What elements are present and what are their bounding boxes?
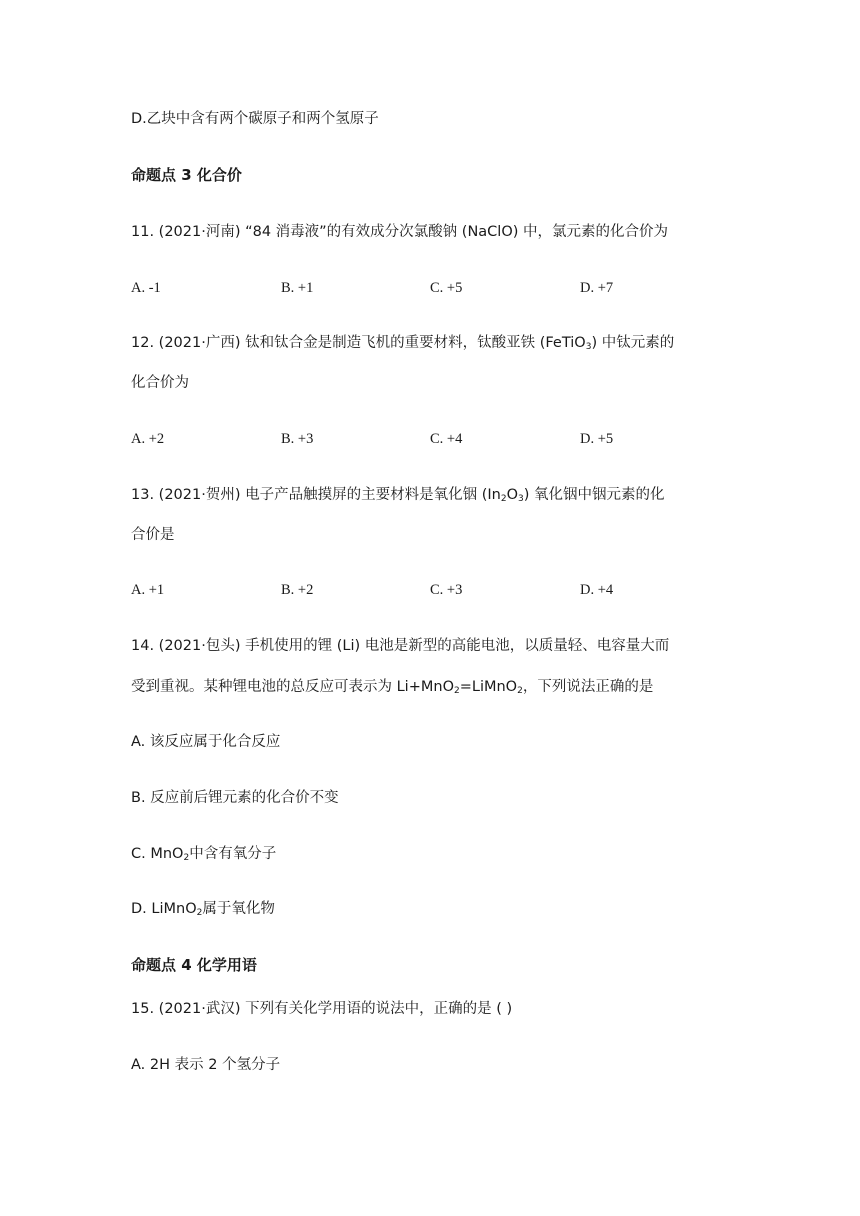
q12-option-a: A. +2	[131, 431, 165, 447]
q15-option-a: A. 2H 表示 2 个氢分子	[131, 1057, 281, 1073]
question-12-line-2: 化合价为	[131, 375, 189, 391]
question-15: 15. (2021·武汉) 下列有关化学用语的说法中，正确的是 ( )	[131, 1001, 513, 1017]
section-heading-4: 命题点 4 化学用语	[131, 956, 257, 974]
q12-option-c: C. +4	[430, 431, 463, 447]
q13-option-d: D. +4	[580, 582, 614, 598]
question-12-line-1: 12. (2021·广西) 钛和钛合金是制造飞机的重要材料，钛酸亚铁 (FeTiO$_3$) 中钛元素的	[131, 335, 675, 352]
question-13-line-2: 合价是	[131, 527, 175, 543]
question-11: 11. (2021·河南) “84 消毒液”的有效成分次氯酸钠 (NaClO) 中，氯元素的化合价为	[131, 224, 669, 240]
question-13-line-1: 13. (2021·贺州) 电子产品触摸屏的主要材料是氧化铟 $(In_2O_3)$ 氧化铟中铟元素的化	[131, 487, 665, 504]
question-14-line-2: 受到重视。某种锂电池的总反应可表示为 Li+MnO$_2$=LiMnO$_2$，下列说法正确的是	[131, 679, 654, 696]
q14-option-c: C. MnO$_2$中含有氧分子	[131, 846, 277, 863]
q12-option-b: B. +3	[281, 431, 314, 447]
q12-option-d: D. +5	[580, 431, 614, 447]
question-14-line-1: 14. (2021·包头) 手机使用的锂 (Li) 电池是新型的高能电池，以质量轻、电容量大而	[131, 638, 670, 654]
q11-option-c: C. +5	[430, 280, 463, 296]
q14-option-d: D. LiMnO$_2$属于氧化物	[131, 901, 275, 918]
q13-option-c: C. +3	[430, 582, 463, 598]
q11-option-d: D. +7	[580, 280, 614, 296]
q11-option-a: A. -1	[131, 280, 161, 296]
q13-option-b: B. +2	[281, 582, 314, 598]
q14-option-b: B. 反应前后锂元素的化合价不变	[131, 790, 339, 806]
q13-option-a: A. +1	[131, 582, 165, 598]
question-d10-option: D.乙块中含有两个碳原子和两个氢原子	[131, 111, 379, 127]
q11-option-b: B. +1	[281, 280, 314, 296]
q14-option-a: A. 该反应属于化合反应	[131, 734, 281, 750]
section-heading-3: 命题点 3 化合价	[131, 166, 242, 184]
